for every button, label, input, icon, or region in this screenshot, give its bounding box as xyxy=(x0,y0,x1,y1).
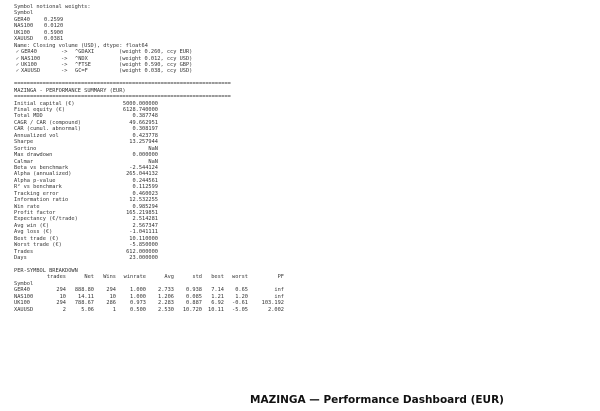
cell-worst: -0.61 xyxy=(232,300,248,307)
cell-pf: inf xyxy=(274,287,284,294)
metric-value: 165.219851 xyxy=(126,210,158,216)
cell-wins: 286 xyxy=(106,300,116,307)
metric-key: Alpha p-value xyxy=(14,177,56,184)
metric-value: -5.850000 xyxy=(129,242,158,249)
cell-std: 0.085 xyxy=(186,293,202,300)
check-icon: ✓ xyxy=(15,61,20,68)
check-icon: ✓ xyxy=(15,55,20,62)
mapping-info: (weight 0.590, ccy GBP) xyxy=(119,61,193,68)
metric-value: 23.000000 xyxy=(129,255,158,262)
metric-key: Beta vs benchmark xyxy=(14,164,69,171)
cell-net: 5.06 xyxy=(81,306,94,313)
weights-symbol: UK100 xyxy=(14,29,30,36)
metric-value: 0.423778 xyxy=(132,132,158,139)
metric-key: Alpha (annualized) xyxy=(14,171,72,178)
metric-key: CAGR / CAR (compound) xyxy=(14,119,81,126)
cell-std: 0.938 xyxy=(186,287,202,294)
mapping-arrow: -> xyxy=(61,49,68,56)
metric-value: 0.000000 xyxy=(132,152,158,159)
mapping-source: XAUUSD xyxy=(21,68,41,75)
weights-symbol: GER40 xyxy=(14,16,30,23)
check-icon: ✓ xyxy=(15,68,20,75)
metric-value: 0.985294 xyxy=(132,203,158,210)
cell-trades: 2 xyxy=(62,306,66,313)
column-header: winrate xyxy=(123,274,146,281)
column-header: worst xyxy=(232,274,248,281)
breakdown-index-label: Symbol xyxy=(14,280,34,287)
weights-value: 0.0120 xyxy=(44,23,64,30)
metric-value: 0.387748 xyxy=(132,113,158,120)
weights-symbol: NAS100 xyxy=(14,23,34,30)
metric-key: R² vs benchmark xyxy=(14,184,62,191)
metric-key: Initial capital (€) xyxy=(14,100,75,107)
mapping-arrow: -> xyxy=(61,55,68,62)
mapping-source: UK100 xyxy=(21,61,37,68)
metric-key: Annualized vol xyxy=(14,132,59,139)
mapping-source: NAS100 xyxy=(21,55,41,62)
mapping-info: (weight 0.012, ccy USD) xyxy=(119,55,193,62)
cell-worst: -5.05 xyxy=(232,306,248,313)
separator-line: ==================================================================== xyxy=(14,81,231,88)
column-header: Net xyxy=(84,274,94,281)
mapping-info: (weight 0.038, ccy USD) xyxy=(119,68,193,75)
weights-dtype-line: Name: Closing volume (USD), dtype: float64 xyxy=(14,42,148,49)
metric-key: Best trade (€) xyxy=(14,235,59,242)
cell-net: 14.11 xyxy=(78,293,94,300)
metric-key: Sortino xyxy=(14,145,37,152)
weights-symbol: XAUUSD xyxy=(14,36,34,43)
metric-value: 5000.000000 xyxy=(122,100,158,107)
metric-key: CAR (cumul. abnormal) xyxy=(14,126,81,133)
cell-std: 10.720 xyxy=(182,306,202,313)
metric-value: -2.544124 xyxy=(129,164,158,171)
cell-symbol: XAUUSD xyxy=(14,306,34,313)
console-output xyxy=(14,4,300,313)
cell-std: 0.887 xyxy=(186,300,202,307)
metric-key: Final equity (€) xyxy=(14,107,66,113)
metric-key: Total MDD xyxy=(14,113,43,120)
metric-key: Avg win (€) xyxy=(14,222,50,229)
metric-value: 612.000000 xyxy=(126,248,158,255)
breakdown-heading: PER-SYMBOL BREAKDOWN xyxy=(14,267,78,274)
metric-value: -1.041111 xyxy=(129,229,158,236)
cell-winrate: 0.500 xyxy=(130,306,146,313)
mapping-target: ^GDAXI xyxy=(75,49,95,56)
metric-value: 10.110000 xyxy=(129,235,158,242)
cell-best: 7.14 xyxy=(211,287,224,294)
weights-value: 0.2599 xyxy=(44,16,64,23)
cell-net: 888.80 xyxy=(74,287,94,294)
weights-value: 0.5900 xyxy=(44,29,64,36)
cell-pf: 103.192 xyxy=(261,300,284,307)
cell-trades: 294 xyxy=(56,300,66,307)
cell-symbol: GER40 xyxy=(14,287,30,294)
mapping-target: ^FTSE xyxy=(75,61,91,68)
column-header: best xyxy=(211,274,224,281)
separator-line: ==================================================================== xyxy=(14,94,231,101)
metric-key: Sharpe xyxy=(14,139,34,146)
metric-value: NaN xyxy=(148,158,158,165)
summary-heading: MAZINGA - PERFORMANCE SUMMARY (EUR) xyxy=(14,87,126,94)
cell-wins: 1 xyxy=(112,306,116,313)
column-header: std xyxy=(192,274,202,281)
cell-symbol: NAS100 xyxy=(14,293,34,300)
cell-symbol: UK100 xyxy=(14,300,30,307)
cell-wins: 10 xyxy=(109,293,116,300)
dashboard-title: MAZINGA — Performance Dashboard (EUR) xyxy=(250,394,504,406)
column-header: PF xyxy=(277,274,284,281)
metric-key: Worst trade (€) xyxy=(14,242,62,249)
metric-key: Information ratio xyxy=(14,197,69,204)
weights-index-label: Symbol xyxy=(14,10,34,17)
cell-wins: 294 xyxy=(106,287,116,294)
metric-value: 12.532255 xyxy=(129,197,158,204)
cell-pf: 2.002 xyxy=(268,306,284,313)
breakdown-header-row xyxy=(14,274,300,280)
metric-value: 13.257944 xyxy=(129,139,158,146)
mapping-info: (weight 0.260, ccy EUR) xyxy=(119,49,193,56)
cell-worst: 0.65 xyxy=(235,287,248,294)
metric-value: 0.308197 xyxy=(132,126,158,133)
cell-trades: 10 xyxy=(59,293,66,300)
cell-net: 788.67 xyxy=(74,300,94,307)
cell-avg: 2.283 xyxy=(158,300,174,307)
metric-key: Tracking error xyxy=(14,190,59,197)
metric-value: 49.662951 xyxy=(129,119,158,126)
cell-winrate: 1.000 xyxy=(130,293,146,300)
metric-key: Calmar xyxy=(14,158,34,165)
cell-pf: inf xyxy=(274,293,284,300)
cell-best: 1.21 xyxy=(211,293,224,300)
metric-value: 6128.740000 xyxy=(122,107,158,113)
mapping-arrow: -> xyxy=(61,68,68,75)
metric-value: 0.460023 xyxy=(132,190,158,197)
mapping-target: ^NDX xyxy=(75,55,88,62)
metric-key: Days xyxy=(14,255,27,262)
table-row xyxy=(14,307,300,313)
metric-key: Trades xyxy=(14,248,34,255)
metric-key: Max drawdown xyxy=(14,152,53,159)
metric-key: Profit factor xyxy=(14,210,56,216)
cell-avg: 1.206 xyxy=(158,293,174,300)
column-header: Wins xyxy=(103,274,116,281)
mapping-arrow: -> xyxy=(61,61,68,68)
mapping-source: GER40 xyxy=(21,49,37,56)
mapping-target: GC=F xyxy=(75,68,88,75)
metric-value: 2.514281 xyxy=(132,216,158,223)
metric-value: 2.567347 xyxy=(132,222,158,229)
metric-value: NaN xyxy=(148,145,158,152)
metric-key: Win rate xyxy=(14,203,40,210)
metric-key: Avg loss (€) xyxy=(14,229,53,236)
cell-best: 6.92 xyxy=(211,300,224,307)
cell-best: 10.11 xyxy=(208,306,224,313)
cell-winrate: 1.000 xyxy=(130,287,146,294)
cell-avg: 2.733 xyxy=(158,287,174,294)
weights-heading: Symbol notional weights: xyxy=(14,4,91,10)
cell-worst: 1.20 xyxy=(235,293,248,300)
column-header: trades xyxy=(46,274,66,281)
cell-avg: 2.530 xyxy=(158,306,174,313)
weights-value: 0.0381 xyxy=(44,36,64,43)
check-icon: ✓ xyxy=(15,49,20,56)
metric-value: 0.112599 xyxy=(132,184,158,191)
metric-value: 265.044132 xyxy=(126,171,158,178)
cell-winrate: 0.973 xyxy=(130,300,146,307)
metric-value: 0.244561 xyxy=(132,177,158,184)
column-header: Avg xyxy=(164,274,174,281)
cell-trades: 294 xyxy=(56,287,66,294)
metric-key: Expectancy (€/trade) xyxy=(14,216,78,223)
